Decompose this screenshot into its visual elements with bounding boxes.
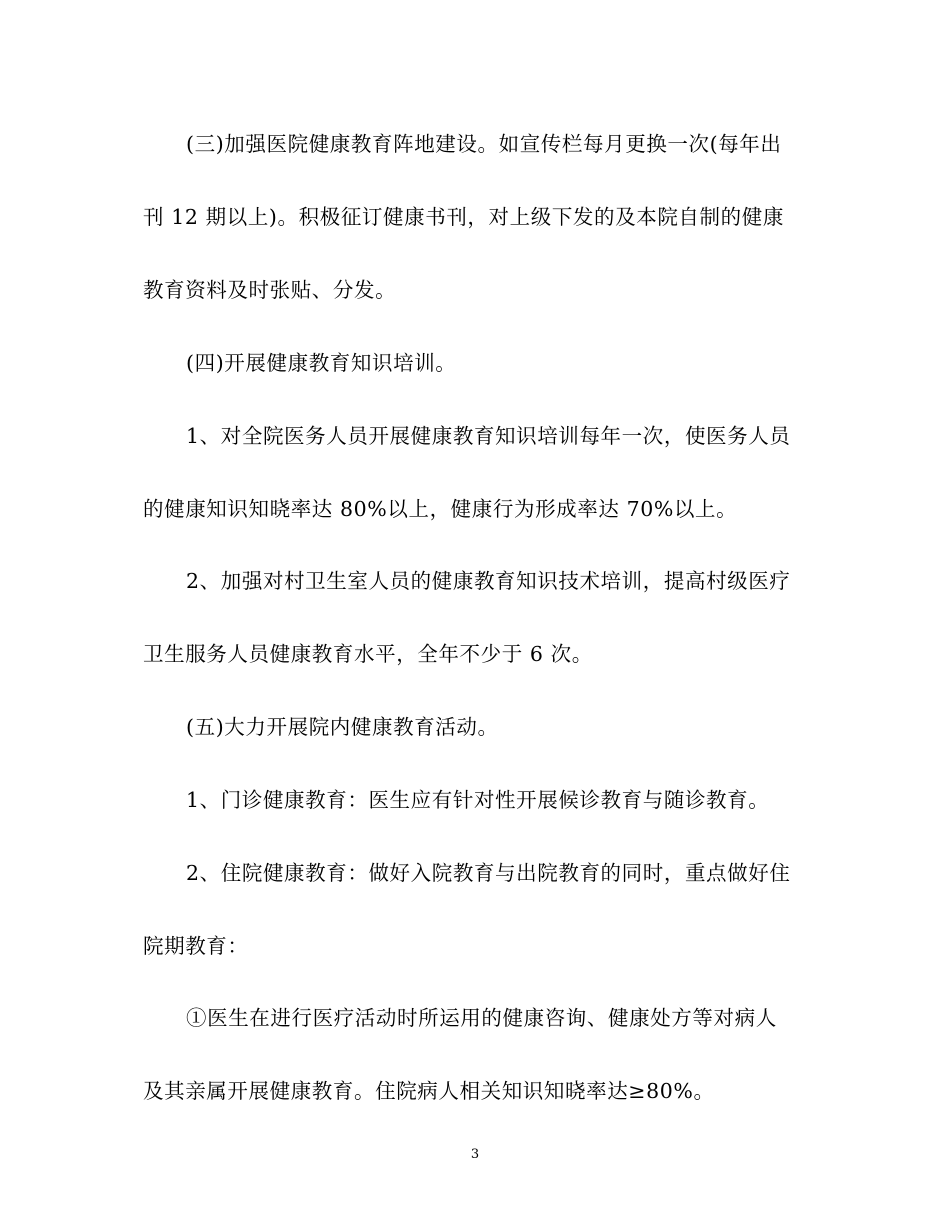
paragraph-line: 2、住院健康教育：做好入院教育与出院教育的同时，重点做好住 [186, 861, 791, 885]
paragraph-line: 及其亲属开展健康教育。住院病人相关知识知晓率达≥80%。 [143, 1079, 715, 1103]
paragraph-line: (三)加强医院健康教育阵地建设。如宣传栏每月更换一次(每年出 [186, 132, 782, 156]
paragraph-line: 院期教育： [143, 934, 249, 958]
section-heading: (五)大力开展院内健康教育活动。 [186, 715, 499, 739]
paragraph-line: 卫生服务人员健康教育水平，全年不少于 6 次。 [143, 642, 593, 666]
paragraph-line: 的健康知识知晓率达 80%以上，健康行为形成率达 70%以上。 [143, 497, 738, 521]
paragraph-line: ①医生在进行医疗活动时所运用的健康咨询、健康处方等对病人 [186, 1006, 777, 1030]
paragraph-line: 1、门诊健康教育：医生应有针对性开展候诊教育与随诊教育。 [186, 788, 770, 812]
section-heading: (四)开展健康教育知识培训。 [186, 351, 457, 375]
page-number: 3 [470, 1147, 480, 1162]
paragraph-line: 教育资料及时张贴、分发。 [143, 278, 397, 302]
paragraph-line: 刊 12 期以上)。积极征订健康书刊，对上级下发的及本院自制的健康 [143, 205, 784, 229]
paragraph-line: 1、对全院医务人员开展健康教育知识培训每年一次，使医务人员 [186, 424, 791, 448]
paragraph-line: 2、加强对村卫生室人员的健康教育知识技术培训，提高村级医疗 [186, 569, 791, 593]
